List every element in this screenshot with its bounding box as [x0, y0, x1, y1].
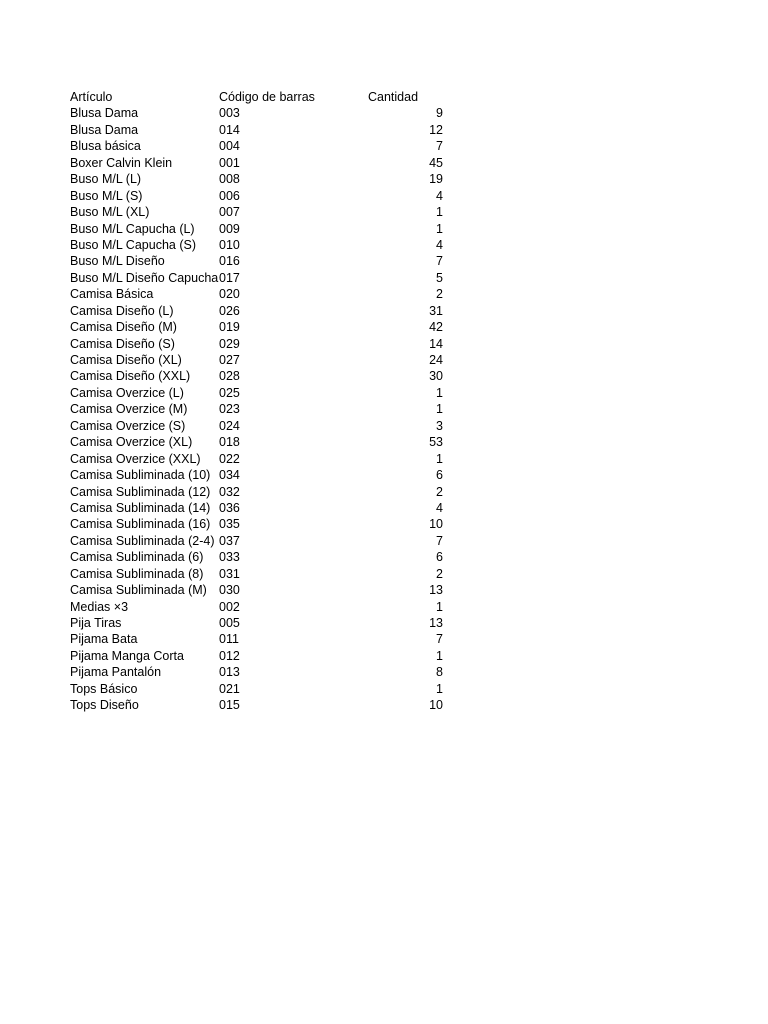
table-row	[70, 697, 444, 713]
cell-articulo: Camisa Diseño (L)	[70, 303, 174, 318]
cell-cantidad: 5	[436, 270, 443, 285]
table-row	[70, 467, 444, 483]
cell-cantidad: 30	[429, 369, 443, 384]
cell-codigo-de-barras: 015	[219, 698, 240, 713]
cell-articulo: Camisa Overzice (S)	[70, 418, 186, 433]
cell-codigo-de-barras: 032	[219, 484, 240, 499]
cell-articulo: Pijama Manga Corta	[70, 648, 184, 663]
cell-codigo-de-barras: 006	[219, 188, 240, 203]
table-row	[70, 286, 444, 302]
cell-codigo-de-barras: 020	[219, 287, 240, 302]
cell-cantidad: 2	[436, 566, 443, 581]
cell-cantidad: 10	[429, 698, 443, 713]
table-row	[70, 385, 444, 401]
cell-articulo: Buso M/L Diseño	[70, 254, 165, 269]
cell-cantidad: 1	[436, 205, 443, 220]
cell-codigo-de-barras: 019	[219, 320, 240, 335]
cell-codigo-de-barras: 017	[219, 270, 240, 285]
cell-codigo-de-barras: 022	[219, 451, 240, 466]
cell-cantidad: 8	[436, 665, 443, 680]
cell-cantidad: 19	[429, 172, 443, 187]
cell-articulo: Pija Tiras	[70, 616, 122, 630]
cell-codigo-de-barras: 033	[219, 550, 240, 565]
cell-codigo-de-barras: 003	[219, 106, 240, 121]
cell-articulo: Tops Básico	[70, 681, 138, 696]
table-row	[70, 105, 444, 121]
cell-codigo-de-barras: 001	[219, 155, 240, 170]
table-row	[70, 418, 444, 434]
table-row	[70, 336, 444, 352]
cell-codigo-de-barras: 021	[219, 681, 240, 696]
cell-codigo-de-barras: 010	[219, 237, 240, 252]
cell-codigo-de-barras: 005	[219, 616, 240, 630]
table-row	[70, 566, 444, 582]
cell-codigo-de-barras: 035	[219, 517, 240, 532]
cell-articulo: Camisa Subliminada (8)	[70, 566, 204, 581]
cell-codigo-de-barras: 026	[219, 303, 240, 318]
cell-cantidad: 12	[429, 122, 443, 137]
cell-articulo: Camisa Subliminada (12)	[70, 484, 211, 499]
cell-codigo-de-barras: 007	[219, 205, 240, 220]
table-row	[70, 500, 444, 516]
table-row	[70, 188, 444, 204]
cell-cantidad: 13	[429, 583, 443, 598]
table-row	[70, 303, 444, 319]
cell-cantidad: 1	[436, 385, 443, 400]
cell-articulo: Blusa Dama	[70, 122, 139, 137]
cell-codigo-de-barras: 012	[219, 648, 240, 663]
cell-codigo-de-barras: 018	[219, 435, 240, 450]
cell-codigo-de-barras: 013	[219, 665, 240, 680]
table-row	[70, 451, 444, 467]
cell-articulo: Camisa Subliminada (10)	[70, 468, 211, 483]
cell-articulo: Camisa Overzice (M)	[70, 402, 188, 417]
header-row	[70, 89, 444, 105]
table-row	[70, 648, 444, 664]
cell-articulo: Buso M/L (S)	[70, 188, 143, 203]
table-row	[70, 319, 444, 335]
cell-codigo-de-barras: 011	[219, 632, 239, 647]
cell-cantidad: 4	[436, 500, 443, 515]
cell-articulo: Pijama Pantalón	[70, 665, 162, 680]
cell-codigo-de-barras: 023	[219, 402, 240, 417]
cell-articulo: Medias ×3	[70, 599, 129, 614]
cell-articulo: Camisa Diseño (XXL)	[70, 369, 191, 384]
table-row	[70, 401, 444, 417]
cell-codigo-de-barras: 009	[219, 221, 240, 236]
cell-codigo-de-barras: 025	[219, 385, 240, 400]
cell-cantidad: 6	[436, 550, 443, 565]
cell-cantidad: 45	[429, 155, 443, 170]
cell-codigo-de-barras: 024	[219, 418, 240, 433]
cell-cantidad: 7	[436, 632, 443, 647]
cell-articulo: Buso M/L Capucha (S)	[70, 237, 196, 252]
cell-articulo: Pijama Bata	[70, 632, 138, 647]
table-row	[70, 204, 444, 220]
table-row	[70, 237, 444, 253]
cell-cantidad: 1	[436, 451, 443, 466]
table-row	[70, 171, 444, 187]
cell-codigo-de-barras: 028	[219, 369, 240, 384]
cell-articulo: Camisa Básica	[70, 287, 154, 302]
cell-codigo-de-barras: 030	[219, 583, 240, 598]
cell-articulo: Camisa Diseño (M)	[70, 320, 177, 335]
cell-codigo-de-barras: 002	[219, 599, 240, 614]
cell-cantidad: 2	[436, 484, 443, 499]
cell-cantidad: 7	[436, 254, 443, 269]
table-row	[70, 434, 444, 450]
cell-cantidad: 1	[436, 221, 443, 236]
cell-codigo-de-barras: 029	[219, 336, 240, 351]
cell-cantidad: 2	[436, 287, 443, 302]
cell-codigo-de-barras: 034	[219, 468, 240, 483]
cell-articulo: Camisa Overzice (L)	[70, 385, 184, 400]
cell-codigo-de-barras: 036	[219, 500, 240, 515]
table-row	[70, 352, 444, 368]
cell-cantidad: 4	[436, 237, 443, 252]
table-row	[70, 599, 444, 615]
cell-cantidad: 31	[429, 303, 443, 318]
cell-codigo-de-barras: 031	[219, 566, 240, 581]
table-row	[70, 484, 444, 500]
cell-cantidad: 14	[429, 336, 443, 351]
cell-cantidad: 10	[429, 517, 443, 532]
cell-cantidad: 3	[436, 418, 443, 433]
table-row	[70, 549, 444, 565]
cell-cantidad: 1	[436, 648, 443, 663]
cell-cantidad: 1	[436, 402, 443, 417]
table-row	[70, 664, 444, 680]
cell-articulo: Boxer Calvin Klein	[70, 155, 173, 170]
cell-articulo: Camisa Overzice (XXL)	[70, 451, 201, 466]
cell-cantidad: 53	[429, 435, 443, 450]
cell-articulo: Blusa básica	[70, 139, 141, 154]
inventory-sheet	[70, 89, 444, 714]
cell-cantidad: 7	[436, 533, 443, 548]
table-row	[70, 533, 444, 549]
table-row	[70, 221, 444, 237]
cell-articulo: Buso M/L Capucha (L)	[70, 221, 195, 236]
cell-codigo-de-barras: 027	[219, 353, 240, 367]
cell-codigo-de-barras: 008	[219, 172, 240, 187]
cell-articulo: Camisa Subliminada (M)	[70, 583, 207, 598]
cell-articulo: Camisa Subliminada (2-4)	[70, 533, 215, 548]
cell-codigo-de-barras: 014	[219, 122, 240, 137]
table-row	[70, 516, 444, 532]
cell-codigo-de-barras: 004	[219, 139, 240, 154]
cell-articulo: Buso M/L (XL)	[70, 205, 150, 220]
table-row	[70, 582, 444, 598]
cell-codigo-de-barras: 016	[219, 254, 240, 269]
table-row	[70, 253, 444, 269]
cell-cantidad: 6	[436, 468, 443, 483]
cell-articulo: Camisa Subliminada (16)	[70, 517, 211, 532]
cell-articulo: Camisa Overzice (XL)	[70, 435, 193, 450]
table-body	[70, 105, 444, 713]
cell-cantidad: 4	[436, 188, 443, 203]
cell-articulo: Buso M/L Diseño Capucha	[70, 270, 219, 285]
header-codigo-de-barras: Código de barras	[219, 90, 315, 104]
table-row	[70, 122, 444, 138]
cell-cantidad: 13	[429, 616, 443, 630]
table-row	[70, 681, 444, 697]
table-row	[70, 270, 444, 286]
table-row	[70, 368, 444, 384]
cell-articulo: Camisa Subliminada (14)	[70, 500, 211, 515]
cell-articulo: Camisa Diseño (XL)	[70, 353, 182, 367]
cell-articulo: Blusa Dama	[70, 106, 139, 121]
cell-cantidad: 9	[436, 106, 443, 121]
table-row	[70, 631, 444, 647]
cell-articulo: Buso M/L (L)	[70, 172, 142, 187]
cell-articulo: Tops Diseño	[70, 698, 139, 713]
cell-cantidad: 7	[436, 139, 443, 154]
cell-cantidad: 42	[429, 320, 443, 335]
table-row	[70, 615, 444, 631]
table-row	[70, 138, 444, 154]
cell-codigo-de-barras: 037	[219, 533, 240, 548]
table-row	[70, 155, 444, 171]
cell-cantidad: 1	[436, 599, 443, 614]
cell-articulo: Camisa Subliminada (6)	[70, 550, 204, 565]
header-articulo: Artículo	[70, 90, 113, 104]
cell-articulo: Camisa Diseño (S)	[70, 336, 175, 351]
cell-cantidad: 1	[436, 681, 443, 696]
header-cantidad: Cantidad	[368, 90, 419, 104]
cell-cantidad: 24	[429, 353, 443, 367]
